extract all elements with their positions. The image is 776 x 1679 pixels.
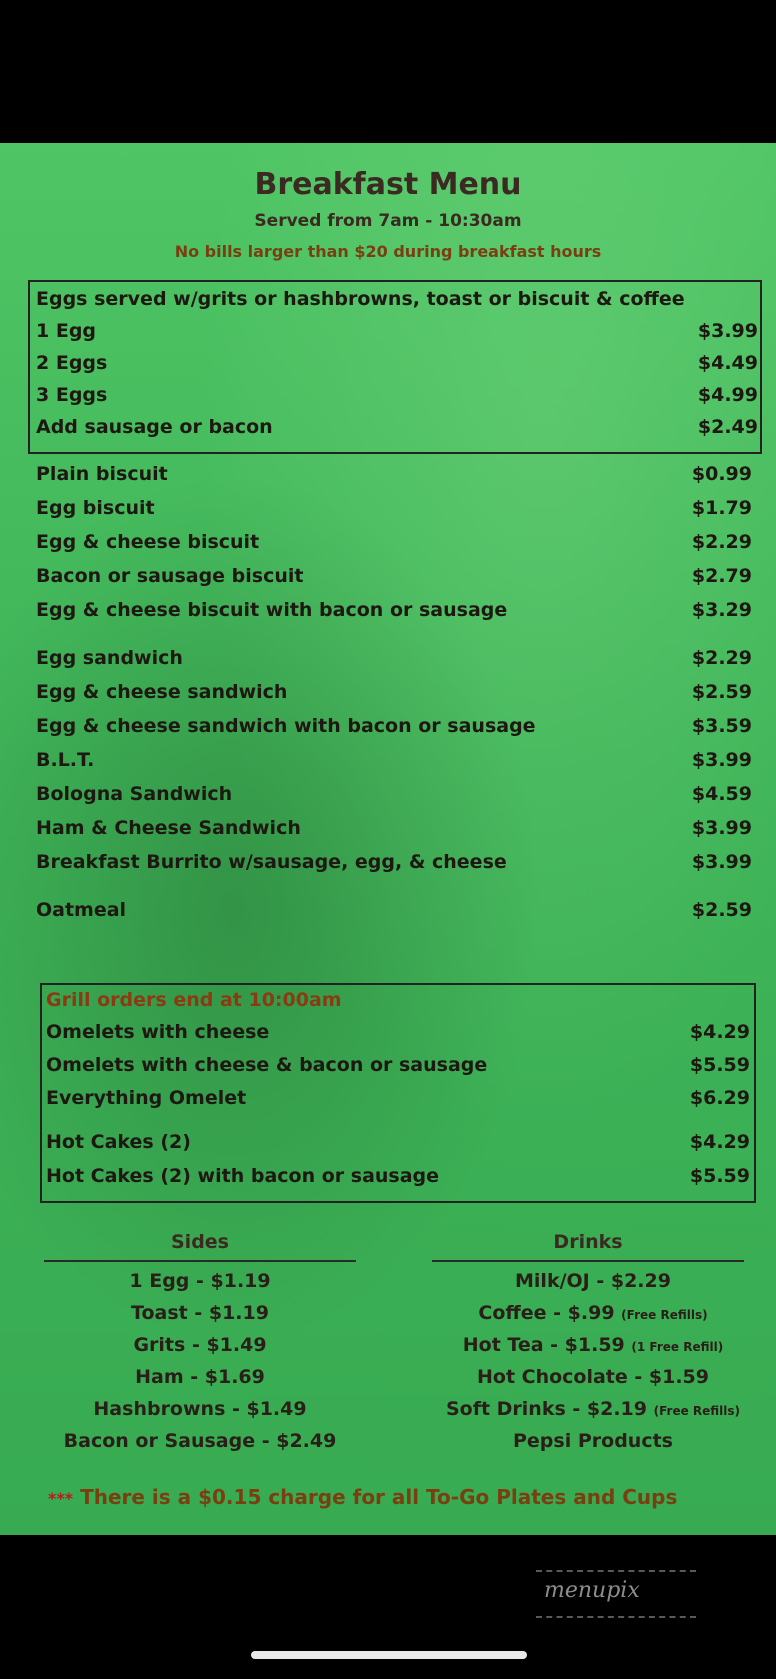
menu-item	[36, 416, 758, 446]
drink-item	[418, 1425, 768, 1457]
item-price: $3.29	[691, 599, 752, 621]
item-price: $3.99	[691, 749, 752, 771]
menu-item	[36, 497, 752, 527]
drink-note: (Free Refills)	[621, 1308, 708, 1322]
menu-item	[46, 1087, 750, 1117]
item-name: Bacon or sausage biscuit	[36, 565, 304, 587]
drink-item	[418, 1265, 768, 1297]
eggs-header: Eggs served w/grits or hashbrowns, toast or biscuit & coffee	[36, 288, 685, 310]
drink-text: Coffee - $.99	[478, 1302, 615, 1324]
item-name: 2 Eggs	[36, 352, 108, 374]
side-item: Hashbrowns - $1.49	[93, 1398, 307, 1420]
drink-note: (1 Free Refill)	[631, 1340, 724, 1354]
item-name: Ham & Cheese Sandwich	[36, 817, 301, 839]
item-price: $0.99	[691, 463, 752, 485]
menu-item	[36, 352, 758, 382]
bills-note: No bills larger than $20 during breakfast hours	[174, 242, 602, 261]
drink-text: Hot Chocolate - $1.59	[476, 1366, 709, 1388]
menu-item	[36, 599, 752, 629]
item-name: Hot Cakes (2) with bacon or sausage	[46, 1165, 440, 1187]
item-price: $2.59	[691, 899, 752, 921]
drink-text: Pepsi Products	[513, 1430, 673, 1452]
item-price: $2.49	[697, 416, 758, 438]
item-price: $2.29	[691, 647, 752, 669]
item-price: $2.29	[691, 531, 752, 553]
to-go-charge-text: There is a $0.15 charge for all To-Go Plates and Cups	[80, 1485, 678, 1509]
menu-item	[36, 463, 752, 493]
item-name: Egg biscuit	[36, 497, 155, 519]
drink-text: Hot Tea - $1.59	[462, 1334, 625, 1356]
menu-item	[36, 531, 752, 561]
drink-note: (Free Refills)	[653, 1404, 741, 1418]
item-price: $4.59	[691, 783, 752, 805]
menu-item	[36, 899, 752, 929]
menu-item	[46, 1054, 750, 1084]
item-name: Egg & cheese biscuit with bacon or sausage	[36, 599, 508, 621]
sides-list	[44, 1265, 356, 1457]
stars-marker: ***	[48, 1489, 74, 1508]
item-price: $3.99	[691, 817, 752, 839]
grill-section	[40, 983, 756, 1203]
menu-item	[36, 565, 752, 595]
item-name: Oatmeal	[36, 899, 127, 921]
drink-text: Soft Drinks - $2.19	[445, 1398, 647, 1420]
side-item: Ham - $1.69	[135, 1366, 265, 1388]
drink-text: Milk/OJ - $2.29	[515, 1270, 671, 1292]
menu-item	[36, 749, 752, 779]
item-name: Egg & cheese sandwich with bacon or sausage	[36, 715, 536, 737]
item-name: Bologna Sandwich	[36, 783, 233, 805]
item-name: Egg & cheese biscuit	[36, 531, 260, 553]
side-item: 1 Egg - $1.19	[129, 1270, 271, 1292]
item-price: $1.79	[691, 497, 752, 519]
side-item: Grits - $1.49	[133, 1334, 267, 1356]
item-price: $3.99	[691, 851, 752, 873]
menu-item	[46, 1131, 750, 1161]
menu-sheet	[0, 143, 776, 1535]
item-price: $2.59	[691, 681, 752, 703]
drink-item	[418, 1297, 768, 1329]
item-price: $3.99	[697, 320, 758, 342]
menu-item	[36, 320, 758, 350]
side-item: Bacon or Sausage - $2.49	[63, 1430, 337, 1452]
drink-item	[418, 1329, 768, 1361]
drinks-title: Drinks	[553, 1231, 623, 1253]
drink-item	[418, 1393, 768, 1425]
menu-item	[46, 1021, 750, 1051]
item-name: Everything Omelet	[46, 1087, 247, 1109]
menupix-watermark	[536, 1570, 696, 1618]
menu-item	[36, 681, 752, 711]
item-price: $4.29	[689, 1131, 750, 1153]
menu-item	[46, 1165, 750, 1195]
item-name: Add sausage or bacon	[36, 416, 273, 438]
sides-divider	[44, 1260, 356, 1262]
item-price: $5.59	[689, 1054, 750, 1076]
item-price: $5.59	[689, 1165, 750, 1187]
item-name: Egg sandwich	[36, 647, 183, 669]
item-name: 1 Egg	[36, 320, 97, 342]
drinks-list	[418, 1265, 768, 1457]
item-name: Egg & cheese sandwich	[36, 681, 288, 703]
item-name: Omelets with cheese	[46, 1021, 270, 1043]
drink-item	[418, 1361, 768, 1393]
item-price: $4.49	[697, 352, 758, 374]
menu-item	[36, 384, 758, 414]
item-name: B.L.T.	[36, 749, 95, 771]
menu-item	[36, 715, 752, 745]
to-go-charge-note	[48, 1485, 677, 1509]
item-name: Hot Cakes (2)	[46, 1131, 191, 1153]
grill-header: Grill orders end at 10:00am	[46, 989, 342, 1011]
menu-title: Breakfast Menu	[254, 167, 522, 202]
drinks-divider	[432, 1260, 744, 1262]
served-hours: Served from 7am - 10:30am	[254, 211, 522, 231]
item-name: Omelets with cheese & bacon or sausage	[46, 1054, 488, 1076]
menu-item	[36, 647, 752, 677]
grill-header-row	[46, 989, 750, 1019]
item-price: $4.29	[689, 1021, 750, 1043]
item-price: $2.79	[691, 565, 752, 587]
menu-items-list	[36, 463, 752, 963]
item-name: Plain biscuit	[36, 463, 168, 485]
sides-title: Sides	[171, 1231, 229, 1253]
side-item: Toast - $1.19	[131, 1302, 269, 1324]
item-price: $3.59	[691, 715, 752, 737]
item-name: 3 Eggs	[36, 384, 108, 406]
menu-item	[36, 817, 752, 847]
eggs-section	[28, 280, 762, 454]
menu-item	[36, 851, 752, 881]
item-price: $4.99	[697, 384, 758, 406]
menu-item	[36, 783, 752, 813]
eggs-header-row	[36, 288, 758, 318]
item-name: Breakfast Burrito w/sausage, egg, & cheese	[36, 851, 507, 873]
item-price: $6.29	[689, 1087, 750, 1109]
watermark-text: menupix	[544, 1578, 640, 1603]
home-indicator[interactable]	[251, 1651, 527, 1659]
